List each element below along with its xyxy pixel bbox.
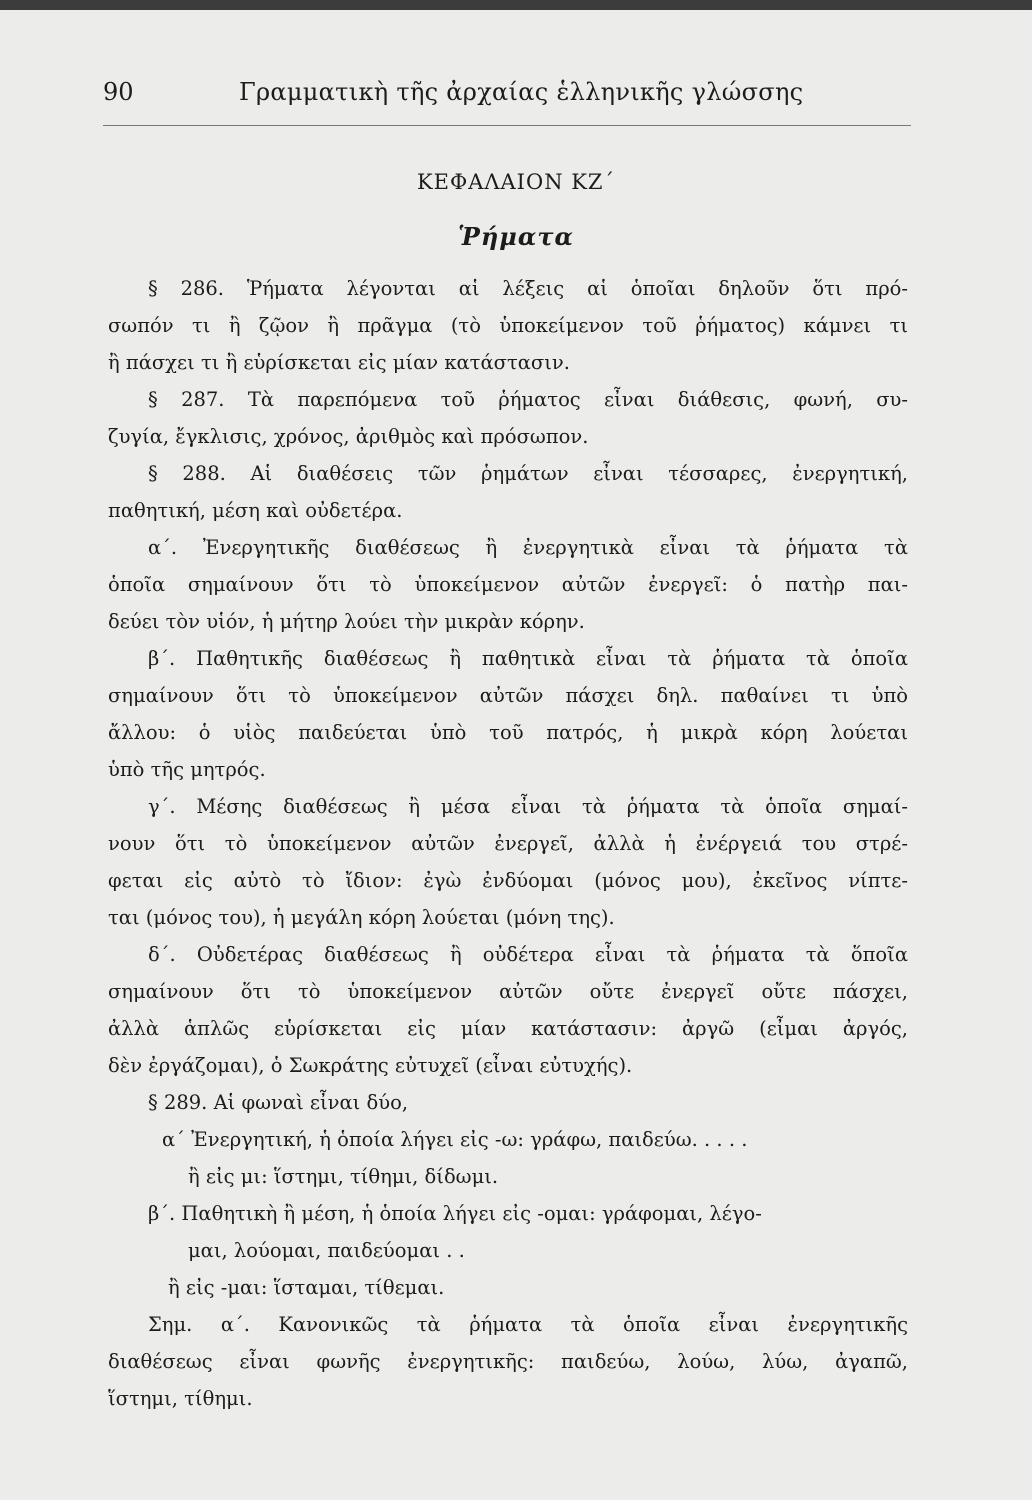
text-line: γ΄. Μέσης διαθέσεως ἢ μέσα εἶναι τὰ ῥήματα τὰ ὁποῖα σημαί- <box>148 795 908 818</box>
page-header <box>103 78 913 122</box>
text-line: § 289. Αἱ φωναὶ εἶναι δύο, <box>148 1091 409 1114</box>
text-line: ζυγία, ἔγκλισις, χρόνος, ἀριθμὸς καὶ πρόσωπον. <box>108 425 589 448</box>
text-line: νουν ὅτι τὸ ὑποκείμενον αὐτῶν ἐνεργεῖ, ἀλλὰ ἡ ἐνέργειά του στρέ- <box>108 832 908 855</box>
text-line: ἢ εἰς μι: ἵστημι, τίθημι, δίδωμι. <box>188 1165 499 1188</box>
text-line: β΄. Παθητικὴ ἢ μέση, ἡ ὁποία λήγει εἰς -ομαι: γράφομαι, λέγο- <box>148 1202 762 1225</box>
text-line: δεύει τὸν υἱόν, ἡ μήτηρ λούει τὴν μικρὰν κόρην. <box>108 610 585 633</box>
text-line: δὲν ἐργάζομαι), ὁ Σωκράτης εὐτυχεῖ (εἶναι εὐτυχής). <box>108 1054 633 1077</box>
text-line: παθητική, μέση καὶ οὐδετέρα. <box>108 499 403 522</box>
text-line: σημαίνουν ὅτι τὸ ὑποκείμενον αὐτῶν πάσχει δηλ. παθαίνει τι ὑπὸ <box>108 684 908 707</box>
text-line: σημαίνουν ὅτι τὸ ὑποκείμενον αὐτῶν οὔτε ἐνεργεῖ οὔτε πάσχει, <box>108 980 908 1003</box>
section-title: Ῥήματα <box>458 222 574 251</box>
text-line: § 287. Τὰ παρεπόμενα τοῦ ῥήματος εἶναι διάθεσις, φωνή, συ- <box>148 388 908 411</box>
text-line: Σημ. α΄. Κανονικῶς τὰ ῥήματα τὰ ὁποῖα εἶναι ἐνεργητικῆς <box>148 1313 908 1336</box>
scan-top-edge <box>0 0 1032 10</box>
text-line: σωπόν τι ἢ ζῷον ἢ πρᾶγμα (τὸ ὑποκείμενον τοῦ ῥήματος) κάμνει τι <box>108 314 908 337</box>
text-line: β΄. Παθητικῆς διαθέσεως ἢ παθητικὰ εἶναι τὰ ῥήματα τὰ ὁποῖα <box>148 647 908 670</box>
text-line: § 286. Ῥήματα λέγονται αἱ λέξεις αἱ ὁποῖαι δηλοῦν ὅτι πρό- <box>148 277 908 300</box>
text-line: φεται εἰς αὐτὸ τὸ ἴδιον: ἐγὼ ἐνδύομαι (μόνος μου), ἐκεῖνος νίπτε- <box>108 869 908 892</box>
text-line: § 288. Αἱ διαθέσεις τῶν ῥημάτων εἶναι τέσσαρες, ἐνεργητική, <box>148 462 908 485</box>
text-line: α΄. Ἐνεργητικῆς διαθέσεως ἢ ἐνεργητικὰ εἶναι τὰ ῥήματα τὰ <box>148 536 908 559</box>
text-line: ὑπὸ τῆς μητρός. <box>108 758 266 781</box>
text-line: ἀλλὰ ἁπλῶς εὑρίσκεται εἰς μίαν κατάστασιν: ἀργῶ (εἶμαι ἀργός, <box>108 1017 908 1040</box>
text-line: ἄλλου: ὁ υἱὸς παιδεύεται ὑπὸ τοῦ πατρός, ἡ μικρὰ κόρη λούεται <box>108 721 908 744</box>
text-line: δ΄. Οὐδετέρας διαθέσεως ἢ οὐδέτερα εἶναι τὰ ῥήματα τὰ ὅποῖα <box>148 943 908 966</box>
text-line: ὁποῖα σημαίνουν ὅτι τὸ ὑποκείμενον αὐτῶν ἐνεργεῖ: ὁ πατὴρ παι- <box>108 573 908 596</box>
body-text <box>108 270 908 1417</box>
text-line: διαθέσεως εἶναι φωνῆς ἐνεργητικῆς: παιδεύω, λούω, λύω, ἀγαπῶ, <box>108 1350 908 1373</box>
header-rule <box>103 125 911 126</box>
text-line: α΄ Ἐνεργητική, ἡ ὁποία λήγει εἰς -ω: γράφω, παιδεύω. . . . . <box>162 1128 748 1151</box>
text-line: ἢ πάσχει τι ἢ εὑρίσκεται εἰς μίαν κατάστασιν. <box>108 351 570 374</box>
page-number: 90 <box>103 78 134 106</box>
text-line: μαι, λούομαι, παιδεύομαι . . <box>188 1239 465 1262</box>
text-line: ται (μόνος του), ἡ μεγάλη κόρη λούεται (μόνη της). <box>108 906 615 929</box>
text-line: ἢ εἰς -μαι: ἵσταμαι, τίθεμαι. <box>168 1276 445 1299</box>
running-title: Γραμματικὴ τῆς ἀρχαίας ἑλληνικῆς γλώσσης <box>239 78 804 106</box>
text-line: ἵστημι, τίθημι. <box>108 1387 253 1410</box>
chapter-heading: ΚΕΦΑΛΑΙΟΝ ΚΖ΄ <box>416 170 616 194</box>
